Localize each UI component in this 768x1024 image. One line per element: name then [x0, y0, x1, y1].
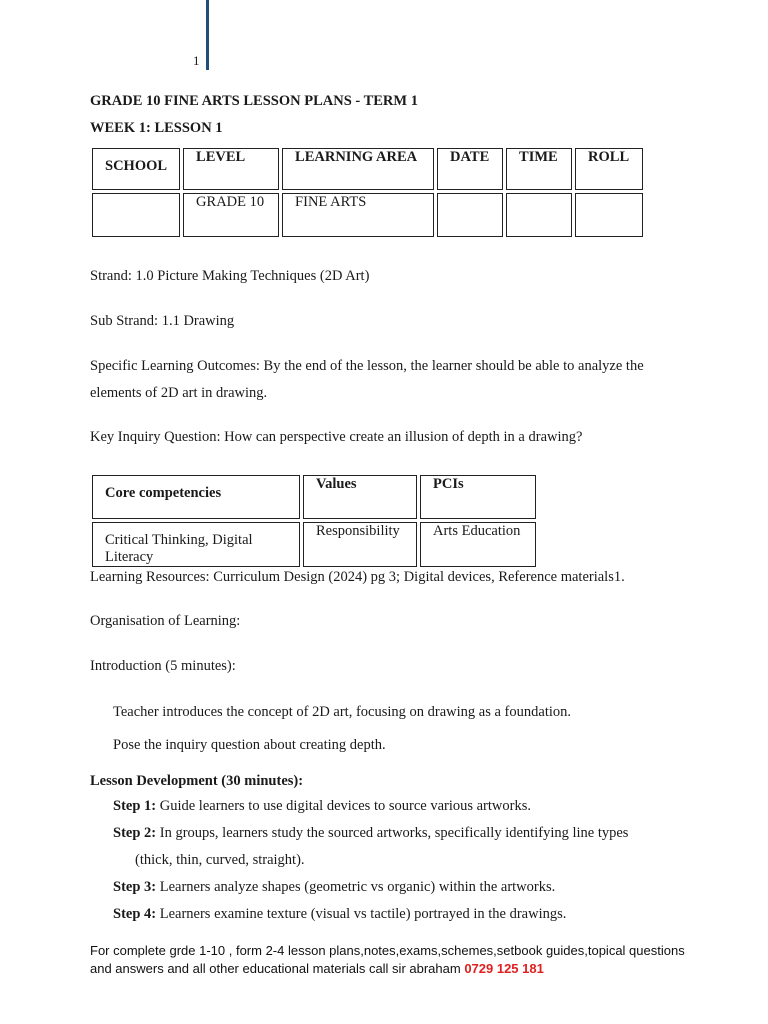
step-2-continuation: (thick, thin, curved, straight). [135, 852, 305, 868]
table-row [92, 522, 536, 567]
header-core-competencies: Core competencies [92, 475, 300, 519]
introduction-heading: Introduction (5 minutes): [90, 658, 236, 674]
cell-pcis: Arts Education [420, 522, 536, 567]
step-label: Step 1: [113, 798, 157, 814]
cell-core-competencies: Critical Thinking, Digital Literacy [92, 522, 300, 567]
header-time: TIME [506, 148, 572, 190]
footer-advert [90, 942, 690, 978]
header-school: SCHOOL [92, 148, 180, 190]
lesson-subtitle: WEEK 1: LESSON 1 [90, 120, 223, 136]
step-1 [113, 798, 531, 815]
table-row [92, 148, 643, 190]
strand-text: Strand: 1.0 Picture Making Techniques (2D Art) [90, 268, 370, 284]
key-inquiry-question: Key Inquiry Question: How can perspective create an illusion of depth in a drawing? [90, 429, 583, 445]
header-roll: ROLL [575, 148, 643, 190]
step-4 [113, 906, 566, 923]
organisation-heading: Organisation of Learning: [90, 613, 241, 629]
cell-time [506, 193, 572, 237]
step-text: In groups, learners study the sourced artworks, specifically identifying line types [156, 825, 629, 841]
competencies-table [89, 472, 539, 570]
outcomes-line-1: Specific Learning Outcomes: By the end of the lesson, the learner should be able to analyze the [90, 358, 644, 374]
info-table [89, 145, 646, 240]
header-pcis: PCIs [420, 475, 536, 519]
cell-school [92, 193, 180, 237]
header-date: DATE [437, 148, 503, 190]
sub-strand-text: Sub Strand: 1.1 Drawing [90, 313, 235, 329]
outcomes-line-2: elements of 2D art in drawing. [90, 385, 268, 401]
step-2 [113, 825, 628, 842]
cell-level: GRADE 10 [183, 193, 279, 237]
footer-text: For complete grde 1-10 , form 2-4 lesson plans,notes,exams,schemes,setbook guides,topical questions and answers and all other educational materials call sir abraham [90, 943, 685, 976]
table-row [92, 475, 536, 519]
intro-item: Teacher introduces the concept of 2D art, focusing on drawing as a foundation. [113, 704, 571, 720]
page-number: 1 [193, 53, 200, 68]
header-values: Values [303, 475, 417, 519]
step-label: Step 3: [113, 879, 157, 895]
development-heading: Lesson Development (30 minutes): [90, 773, 304, 789]
header-level: LEVEL [183, 148, 279, 190]
header-learning-area: LEARNING AREA [282, 148, 434, 190]
cell-learning-area: FINE ARTS [282, 193, 434, 237]
intro-item: Pose the inquiry question about creating depth. [113, 737, 386, 753]
cell-date [437, 193, 503, 237]
cell-values: Responsibility [303, 522, 417, 567]
step-label: Step 4: [113, 906, 157, 922]
learning-resources: Learning Resources: Curriculum Design (2024) pg 3; Digital devices, Reference materials1. [90, 569, 625, 585]
table-row [92, 193, 643, 237]
step-text: Learners examine texture (visual vs tactile) portrayed in the drawings. [156, 906, 567, 922]
step-3 [113, 879, 555, 896]
step-text: Guide learners to use digital devices to source various artworks. [156, 798, 531, 814]
page-title: GRADE 10 FINE ARTS LESSON PLANS - TERM 1 [90, 93, 418, 109]
cell-roll [575, 193, 643, 237]
step-label: Step 2: [113, 825, 157, 841]
step-text: Learners analyze shapes (geometric vs organic) within the artworks. [156, 879, 556, 895]
phone-number[interactable]: 0729 125 181 [464, 961, 544, 976]
margin-bar [206, 0, 209, 70]
